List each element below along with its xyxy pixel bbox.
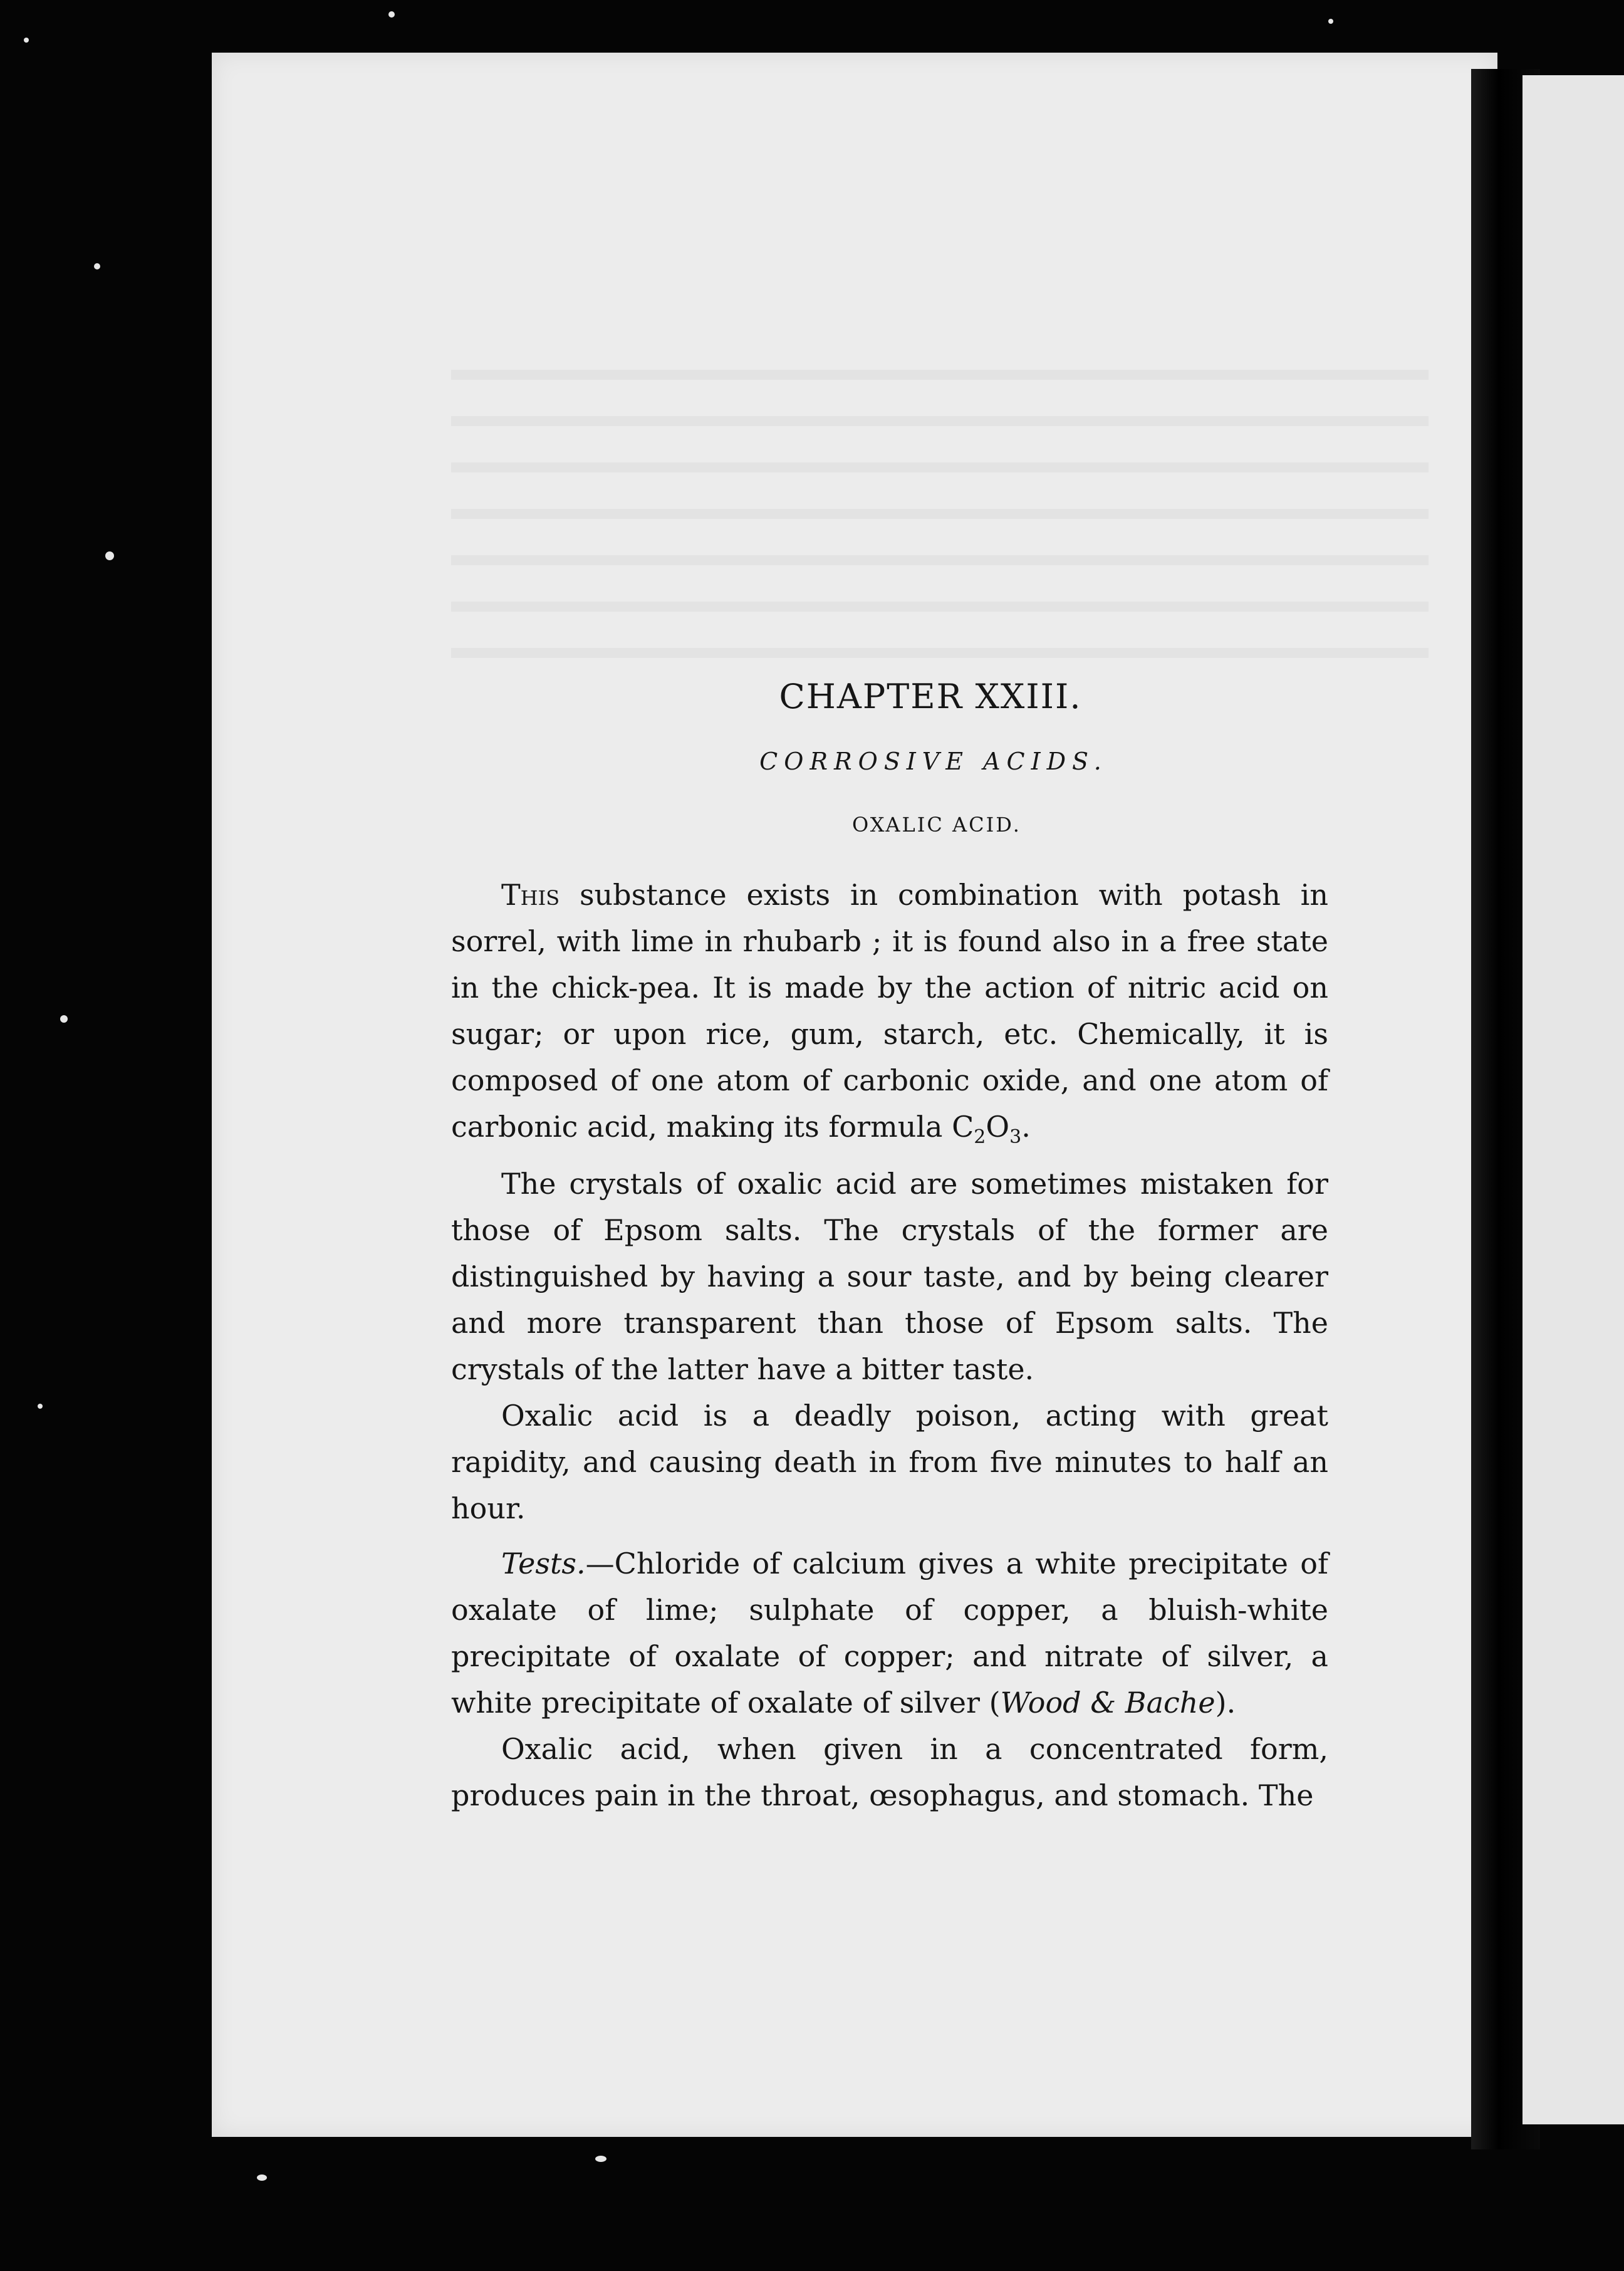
page-text-block (451, 677, 1328, 1819)
chapter-heading: CHAPTER XXIII. (779, 677, 1082, 716)
paragraph: This substance exists in combination with potash in sorrel, with lime in rhubarb ; it is found also in a free state in the chick-pea. It is made by the action of nitric acid on sugar; or upon rice, gum, starch, etc. Chemically, it is composed of one atom of carbonic oxide, and one atom of carbonic acid, making its formula $C_2O_3$. (451, 878, 1328, 1149)
paragraph-text: Oxalic acid is a deadly poison, acting with great rapidity, and causing death in from five minutes to half an hour. (451, 1399, 1328, 1526)
scan-speck (595, 2156, 606, 2162)
subsection-title: OXALIC ACID. (852, 813, 1021, 837)
section-title: CORROSIVE ACIDS. (759, 748, 1108, 775)
paragraph: Tests.—Chloride of calcium gives a white precipitate of oxalate of lime; sulphate of copper, a bluish-white precipitate of oxalate of copper; and nitrate of silver, a white precipitate of oxalate of silver (Wood & Bache). (451, 1547, 1328, 1720)
citation: Wood & Bache (1000, 1686, 1215, 1720)
scan-speck (94, 263, 100, 269)
scan-speck (38, 1404, 43, 1409)
paragraph-text: substance exists in combination with potash in sorrel, with lime in rhubarb ; it is found also in a free state in the chick-pea. It is made by the action of nitric acid on sugar; or upon rice, gum, starch, etc. Chemically, it is composed of one atom of carbonic oxide, and one atom of carbonic acid, making its formula (451, 878, 1328, 1144)
paragraph-text: The crystals of oxalic acid are sometimes mistaken for those of Epsom salts. The crystals of the former are distinguished by having a sour taste, and by being clearer and more transparent than those of Epsom salts. The crystals of the latter have a bitter taste. (451, 1167, 1328, 1387)
paragraph-text: —Chloride of calcium gives a white precipitate of oxalate of lime; sulphate of copper, a bluish-white precipitate of oxalate of copper; and nitrate of silver, a white precipitate of oxalate of silver ( (451, 1547, 1328, 1720)
scan-speck (388, 11, 395, 18)
scan-speck (1328, 19, 1333, 24)
paragraph (451, 1726, 1328, 1819)
scan-speck (60, 1015, 68, 1023)
paragraph-lead: This (501, 878, 560, 912)
paragraph (451, 1392, 1328, 1532)
paragraph (451, 1161, 1328, 1392)
formula: $C_2O_3$ (952, 1110, 1022, 1149)
scan-speck (105, 551, 114, 560)
bleed-through (451, 351, 1429, 677)
facing-page-edge (1522, 75, 1624, 2124)
scan-speck (24, 38, 29, 43)
tests-heading: Tests. (501, 1547, 586, 1581)
paragraph-text: Oxalic acid, when given in a concentrated form, produces pain in the throat, œsophagus, and stomach. The (451, 1732, 1328, 1813)
scan-speck (257, 2174, 267, 2181)
